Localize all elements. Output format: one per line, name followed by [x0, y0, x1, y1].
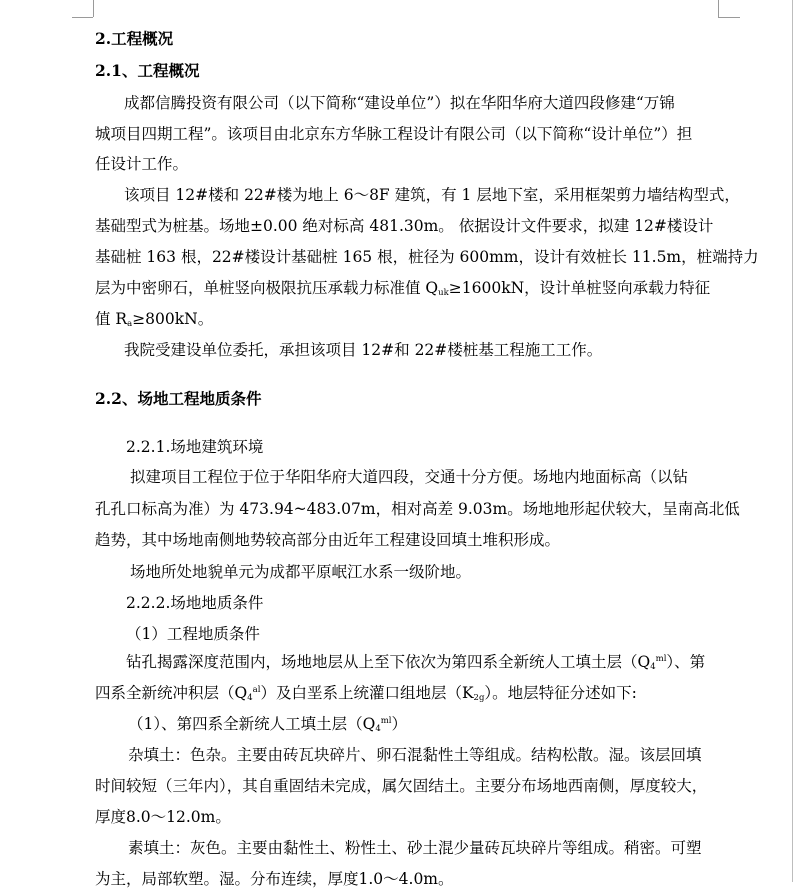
- text-run: ≥800kN。: [132, 310, 214, 328]
- text-run: ）及白垩系上统灌口组地层（K: [260, 684, 474, 702]
- crop-mark-top-left: [93, 0, 94, 17]
- subscript: 4: [375, 724, 381, 734]
- subscript: 2g: [473, 693, 485, 703]
- paragraph-line: 该项目 12#楼和 22#楼为地上 6～8F 建筑，有 1 层地下室，采用框架剪力墙结构型式，: [124, 186, 740, 204]
- subsection-title-2-2: 2.2、场地工程地质条件: [95, 389, 262, 408]
- item-title: [128, 714, 407, 737]
- text-run: ）: [391, 715, 408, 733]
- paragraph-line: 厚度8.0～12.0m。: [95, 808, 231, 826]
- subsubsection-title: 2.2.2.场地地质条件: [126, 594, 264, 612]
- paragraph-line: 场地所处地貌单元为成都平原岷江水系一级阶地。: [130, 563, 472, 581]
- text-run: ）。地层特征分述如下:: [484, 684, 637, 702]
- paragraph-line: 城项目四期工程”。该项目由北京东方华脉工程设计有限公司（以下简称“设计单位”）担: [95, 125, 693, 143]
- paragraph-line: 杂填土：色杂。主要由砖瓦块碎片、卵石混黏性土等组成。结构松散。湿。该层回填: [128, 746, 702, 764]
- subsection-title-2-1: 2.1、工程概况: [95, 61, 200, 80]
- paragraph-line: 基础桩 163 根，22#楼设计基础桩 165 根，桩径为 600mm，设计有效桩长 11.5m，桩端持力: [95, 248, 759, 266]
- crop-mark-top-left-h: [72, 17, 93, 18]
- paragraph-line: [95, 309, 213, 332]
- crop-mark-top-right-h: [718, 17, 740, 18]
- section-title: 2.工程概况: [95, 29, 174, 48]
- superscript: al: [252, 685, 261, 695]
- superscript: ml: [380, 716, 392, 726]
- page-edge: [792, 0, 793, 882]
- paragraph-line: 拟建项目工程位于位于华阳华府大道四段，交通十分方便。场地内地面标高（以钻: [130, 468, 689, 486]
- text-run: （1）、第四系全新统人工填土层（Q: [128, 715, 376, 733]
- superscript: ml: [655, 654, 667, 664]
- text-run: ）、第: [666, 653, 706, 671]
- text-run: ≥1600kN，设计单桩竖向承载力特征: [448, 279, 711, 297]
- subscript: 4: [650, 662, 656, 672]
- subscript: 4: [247, 693, 253, 703]
- paragraph-line: 素填土：灰色。主要由黏性土、粉性土、砂土混少量砖瓦块碎片等组成。稍密。可塑: [128, 839, 702, 857]
- text-run: 四系全新统冲积层（Q: [95, 684, 248, 702]
- paragraph-line: 时间较短（三年内），其自重固结未完成，属欠固结土。主要分布场地西南侧，厚度较大，: [95, 777, 708, 795]
- subscript: a: [127, 319, 133, 329]
- paragraph-line: [95, 278, 710, 301]
- paragraph-line: [126, 652, 705, 675]
- subscript: uk: [438, 288, 449, 298]
- paragraph-line: 孔孔口标高为准）为 473.94~483.07m，相对高差 9.03m。场地地形起伏较大，呈南高北低: [95, 500, 740, 518]
- paragraph-line: 基础型式为桩基。场地±0.00 绝对标高 481.30m。 依据设计文件要求，拟建 12#楼设计: [95, 217, 714, 235]
- text-run: 钻孔揭露深度范围内，场地地层从上至下依次为第四系全新统人工填土层（Q: [126, 653, 651, 671]
- subsubsection-title: 2.2.1.场地建筑环境: [126, 438, 264, 456]
- paragraph-line: 为主，局部软塑。湿。分布连续，厚度1.0～4.0m。: [95, 870, 454, 888]
- paragraph-line: 趋势，其中场地南侧地势较高部分由近年工程建设回填土堆积形成。: [95, 531, 561, 549]
- crop-mark-top-right: [718, 0, 719, 17]
- paragraph-line: 我院受建设单位委托，承担该项目 12#和 22#楼桩基工程施工工作。: [124, 341, 603, 359]
- paragraph-line: [95, 683, 637, 706]
- paragraph-line: 任设计工作。: [95, 155, 189, 173]
- paragraph-line: 成都信腾投资有限公司（以下简称“建设单位”）拟在华阳华府大道四段修建“万锦: [124, 94, 675, 112]
- text-run: 层为中密卵石，单桩竖向极限抗压承载力标准值 Q: [95, 279, 439, 297]
- text-run: 值 R: [95, 310, 128, 328]
- item-title: （1）工程地质条件: [126, 625, 260, 643]
